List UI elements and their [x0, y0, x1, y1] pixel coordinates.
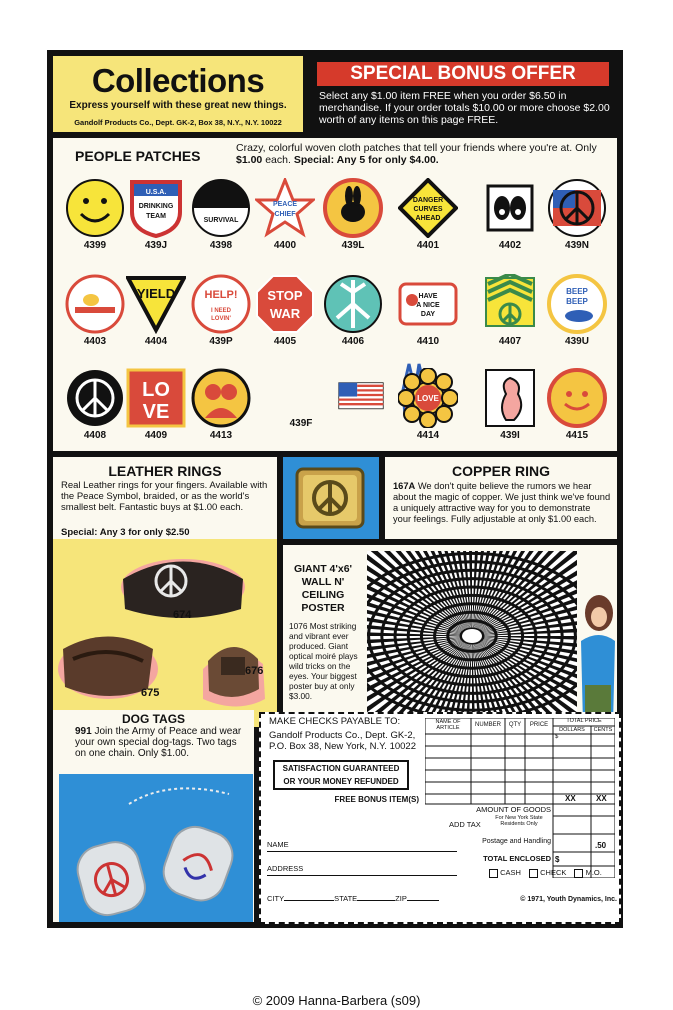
american-flag-icon: [326, 372, 396, 418]
patch-code-label: 439I: [500, 430, 520, 441]
svg-text:HELP!: HELP!: [204, 289, 238, 301]
state-field[interactable]: [357, 900, 395, 901]
peace-chief-star-icon: [255, 178, 315, 238]
sergeant-stripes-peace-icon: [480, 274, 540, 334]
svg-text:YIELD: YIELD: [136, 286, 176, 301]
ad-page: [47, 50, 623, 928]
total-label: TOTAL ENCLOSED: [483, 854, 551, 863]
patch-code-label: 439L: [341, 240, 365, 251]
svg-text:LOVIN': LOVIN': [211, 316, 231, 322]
leather-code: 674: [173, 609, 192, 621]
address-field[interactable]: ADDRESS: [267, 864, 457, 876]
patch-code-label: 4415: [565, 430, 589, 441]
yield-sign-icon: [126, 274, 186, 334]
love-block-icon: [126, 368, 186, 428]
patch-code-label: 4403: [83, 336, 107, 347]
svg-text:LO: LO: [142, 379, 170, 401]
col-price: PRICE: [529, 722, 549, 728]
patch-code-label: 4402: [498, 240, 522, 251]
svg-text:CURVES: CURVES: [413, 206, 443, 213]
col-qty: QTY: [508, 722, 522, 728]
beep-beep-roadrunner-icon: [547, 274, 607, 334]
tax-note: For New York State Residents Only: [495, 815, 543, 827]
patch-code-label: 439J: [144, 240, 168, 251]
svg-text:WAR: WAR: [269, 306, 301, 321]
sun-face-icon: [547, 368, 607, 428]
col-number: NUMBER: [474, 722, 501, 728]
amount-label: AMOUNT OF GOODS: [476, 805, 551, 814]
leather-code: 675: [141, 687, 160, 699]
model-figure-image: [577, 595, 617, 725]
patch-code-label: 4399: [83, 240, 107, 251]
dog-tags-image: [59, 774, 253, 922]
poster-section: [283, 545, 617, 727]
danger-curves-ahead-sign-icon: [398, 178, 458, 238]
patch-code-label: 439N: [565, 240, 589, 251]
svg-text:VE: VE: [142, 401, 170, 423]
svg-text:DRINKING: DRINKING: [138, 203, 174, 210]
payable-label: MAKE CHECKS PAYABLE TO:: [269, 716, 401, 727]
peace-symbol-icon: [65, 368, 125, 428]
tagline: Express yourself with these great new things.: [69, 100, 287, 111]
zip-field[interactable]: [407, 900, 439, 901]
survival-icon: [191, 178, 251, 238]
total-dollar-sign: $: [555, 855, 560, 864]
patch-code-label: 4407: [498, 336, 522, 347]
cash-checkbox[interactable]: [489, 869, 498, 878]
patch-code-label: 4404: [144, 336, 168, 347]
svg-text:CHIEF: CHIEF: [274, 211, 296, 218]
svg-text:U.S.A.: U.S.A.: [145, 189, 167, 196]
leather-special: Special: Any 3 for only $2.50: [61, 527, 190, 538]
svg-text:HAVE: HAVE: [418, 293, 438, 300]
dogtags-title: DOG TAGS: [121, 712, 186, 726]
free-bonus-label: FREE BONUS ITEM(S): [334, 795, 419, 804]
copper-title: COPPER RING: [451, 463, 550, 479]
leather-rings-section: [53, 457, 277, 727]
patches-section: [53, 138, 617, 451]
have-a-nice-day-icon: [398, 274, 458, 334]
patch-code-label: 4406: [341, 336, 365, 347]
patch-code-label: 439U: [565, 336, 589, 347]
page-title: Collections: [91, 62, 265, 99]
patch-code-label: 4413: [209, 430, 233, 441]
stop-war-sign-icon: [255, 274, 315, 334]
rabbit-patch-icon: [323, 178, 383, 238]
peace-leaf-icon: [323, 274, 383, 334]
patch-code-label: 4401: [416, 240, 440, 251]
patch-code-label: 4414: [416, 430, 440, 441]
bonus-xx-dollars: XX: [565, 794, 576, 803]
page-footer: © 2009 Hanna-Barbera (s09): [252, 993, 421, 1008]
payable-address: Gandolf Products Co., Dept. GK-2, P.O. Box 38, New York, N.Y. 10022: [269, 730, 416, 752]
patch-code-label: 439P: [209, 336, 233, 347]
copper-ring-image: [283, 457, 379, 539]
city-state-zip: CITY STATE ZIP: [267, 894, 467, 903]
patch-code-label: 4405: [273, 336, 297, 347]
city-field[interactable]: [284, 900, 334, 901]
col-total: TOTAL PRICE: [566, 718, 602, 724]
svg-text:SURVIVAL: SURVIVAL: [203, 217, 239, 224]
postage-value: .50: [595, 841, 607, 850]
mo-checkbox[interactable]: [574, 869, 583, 878]
patches-title: PEOPLE PATCHES: [75, 148, 201, 164]
poster-title: GIANT 4'x6' WALL N' CEILING POSTER: [293, 563, 353, 614]
patch-code-label: 4398: [209, 240, 233, 251]
svg-text:TEAM: TEAM: [146, 213, 166, 220]
dog-tags-photo: [59, 774, 253, 922]
svg-text:AHEAD: AHEAD: [415, 215, 441, 222]
svg-text:DAY: DAY: [420, 311, 436, 318]
leather-text: Real Leather rings for your fingers. Available with the Peace Symbol, braided, or as the world's smallest belt. Fantastic buys at $1.00 each.: [61, 480, 268, 513]
bonus-title: SPECIAL BONUS OFFER: [317, 62, 609, 86]
add-tax-label: ADD TAX: [449, 820, 481, 829]
order-form: [259, 712, 621, 924]
patches-desc: Crazy, colorful woven cloth patches that tell your friends where you're at. Only $1.00 each. Special: Any 5 for only $4.00.: [236, 142, 597, 166]
patch-code-label: 4400: [273, 240, 297, 251]
dollar-sign: $: [555, 734, 559, 740]
copper-ring-photo: [283, 457, 379, 539]
svg-text:BEEP: BEEP: [566, 287, 588, 296]
pink-panther-icon: [480, 368, 540, 428]
poster-text: 1076 Most striking and vibrant ever produced. Giant optical moiré plays wild tricks on the eyes. Your biggest poster buy at only $3.00.: [289, 621, 358, 701]
woodstock-bird-icon: [65, 274, 125, 334]
svg-text:BEEP: BEEP: [566, 297, 588, 306]
copyright-1971: © 1971, Youth Dynamics, Inc.: [520, 896, 617, 903]
leather-title: LEATHER RINGS: [108, 463, 222, 479]
bonus-text: Select any $1.00 item FREE when you order $6.50 in merchandise. If your order totals $10.00 or more choose $2.00 worth of any items on this page FREE.: [319, 90, 610, 126]
usa-drinking-team-shield-icon: [126, 178, 186, 238]
eyes-icon: [480, 178, 540, 238]
collections-header: [53, 56, 303, 132]
help-need-lovin-icon: [191, 274, 251, 334]
svg-text:I NEED: I NEED: [210, 308, 232, 314]
svg-text:DANGER: DANGER: [412, 197, 444, 204]
col-dollars: DOLLARS: [559, 727, 585, 733]
col-article: NAME OF ARTICLE: [435, 719, 461, 731]
svg-text:PEACE: PEACE: [272, 201, 298, 208]
patch-code-label: 4410: [416, 336, 440, 347]
svg-text:A NICE: A NICE: [416, 302, 440, 309]
dogtags-text: 991 Join the Army of Peace and wear your own special dog-tags. Two tags on one chain. Only $1.00.: [75, 726, 242, 759]
smiley-icon: [65, 178, 125, 238]
love-flower-icon: [398, 368, 458, 428]
copper-text: 167A We don't quite believe the rumors we hear about the magic of copper. We just think we've found a uniquely attractive way for you to demonstrate your feelings. Fully adjustable at only $1.00 each.: [393, 481, 611, 524]
col-cents: CENTS: [593, 727, 613, 733]
patch-code-label: 4408: [83, 430, 107, 441]
dog-tags-section: [53, 710, 254, 922]
patch-code-label: 4409: [144, 430, 168, 441]
payment-options: CASH CHECK M.O.: [489, 868, 619, 878]
check-checkbox[interactable]: [529, 869, 538, 878]
copper-ring-section: [385, 457, 617, 539]
hugging-figures-icon: [191, 368, 251, 428]
leather-code: 676: [245, 665, 264, 677]
name-field[interactable]: NAME: [267, 840, 457, 852]
header-address: Gandolf Products Co., Dept. GK-2, Box 38, N.Y., N.Y. 10022: [74, 118, 282, 127]
bonus-xx-cents: XX: [596, 794, 607, 803]
moire-poster-image: [367, 551, 577, 721]
svg-text:LOVE: LOVE: [417, 394, 439, 403]
bonus-offer: [309, 56, 617, 132]
svg-text:STOP: STOP: [267, 288, 303, 303]
leather-photo: [53, 539, 277, 727]
guarantee-box: SATISFACTION GUARANTEED OR YOUR MONEY REFUNDED: [273, 760, 409, 790]
leather-rings-image: [53, 539, 277, 727]
peace-flag-icon: [547, 178, 607, 238]
patch-code-label: 439F: [289, 418, 313, 429]
postage-label: Postage and Handling: [482, 838, 551, 845]
